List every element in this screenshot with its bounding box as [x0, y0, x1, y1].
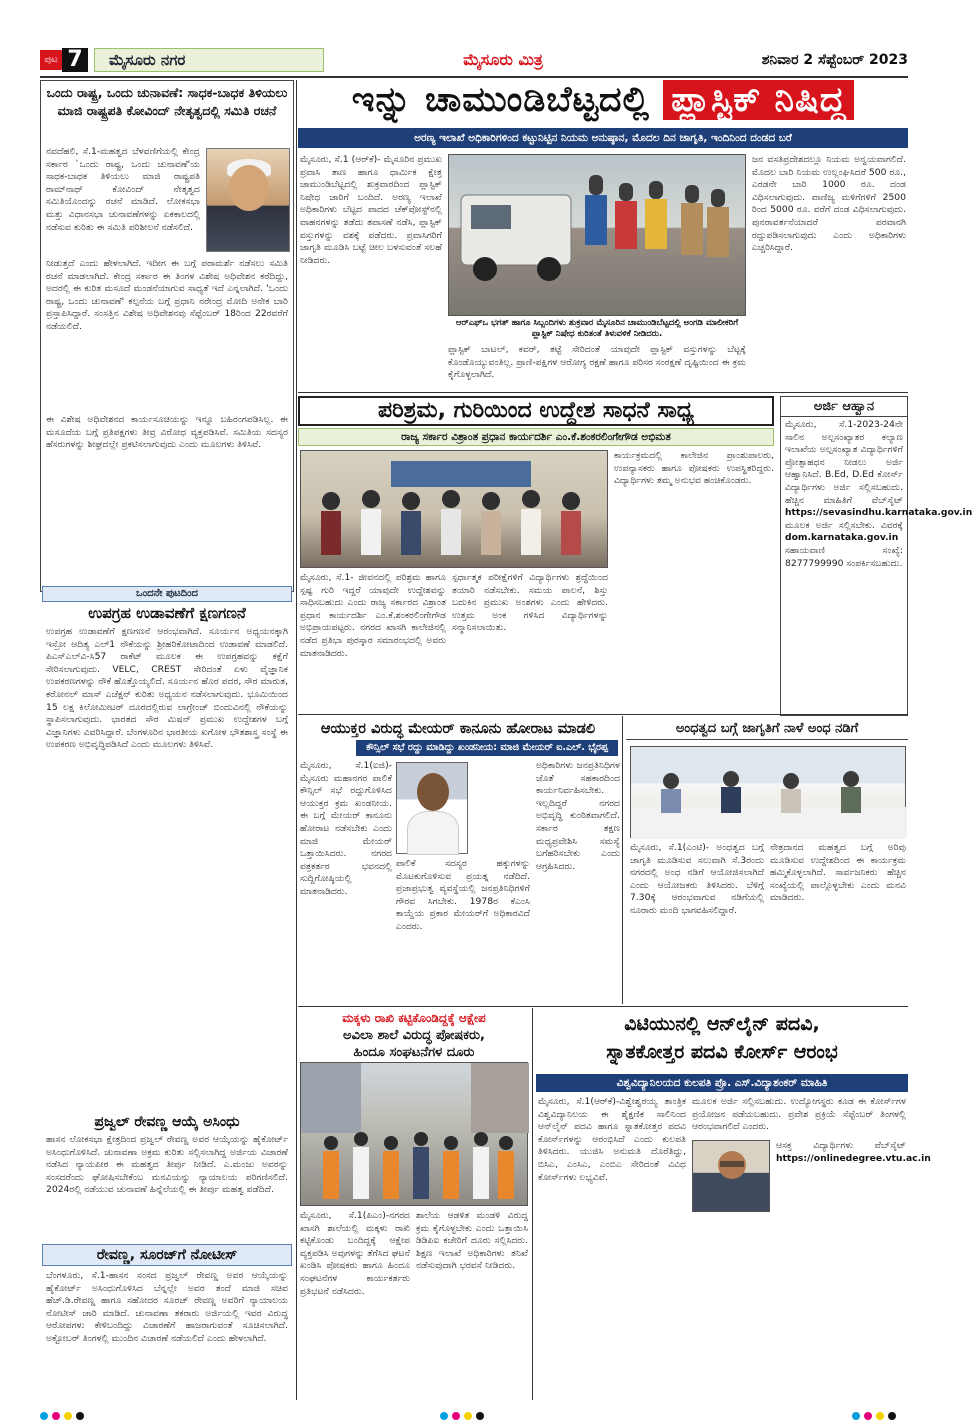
makkalu-body-b: [416, 1210, 528, 1396]
cyan-dot: [440, 1412, 448, 1420]
andhatva-headline: ಅಂಧತ್ವದ ಬಗ್ಗೆ ಜಾಗೃತಿಗೆ ನಾಳೆ ಅಂಧ ನಡಿಗೆ: [626, 718, 908, 740]
page-badge: ಪುಟ: [40, 50, 62, 70]
black-dot: [888, 1412, 896, 1420]
continued-label: ಒಂದನೇ ಪುಟದಿಂದ: [42, 586, 292, 602]
felicitation-photo: [300, 450, 608, 568]
vtu-text-b: ಆಸಕ್ತ ವಿದ್ಯಾರ್ಥಿಗಳು ವೆಬ್‌ಸೈಟ್: [776, 1140, 906, 1151]
portrait-face: [229, 165, 269, 211]
felicitation-scene: [301, 451, 609, 569]
yellow-dot: [464, 1412, 472, 1420]
arji-text-2: ಮೂಲಕ ಅರ್ಜಿ ಸಲ್ಲಿಸಬೇಕು. ವಿವರಕ್ಕೆ: [785, 519, 903, 531]
sevasindhu-link[interactable]: https://sevasindhu.karnataka.gov.in: [785, 507, 972, 519]
main-body-c: [752, 154, 906, 390]
arji-text-1: ಮೈಸೂರು, ಸೆ.1-2023-24ನೇ ಸಾಲಿನ ಅಲ್ಪಸಂಖ್ಯಾತರ ಕಲ್ಯಾಣ ಇಲಾಖೆಯ ಅಲ್ಪಸಂಖ್ಯಾತ ವಿದ್ಯಾರ್ಥಿಗಳಿಗೆ ಪ್ರೋತ್ಸಾಹಧನ ನೀಡಲು ಅರ್ಜಿ ಆಹ್ವಾನಿಸಿದೆ. B.Ed, D.Ed ಕೋರ್ಸ್ ವಿದ್ಯಾರ್ಥಿಗಳು ಅರ್ಜಿ ಸಲ್ಲಿಸಬಹುದು. ಹೆಚ್ಚಿನ ಮಾಹಿತಿಗೆ ವೆಬ್‌ಸೈಟ್: [785, 419, 903, 506]
registration-marks-right: [852, 1405, 900, 1415]
arji-box: [780, 396, 972, 716]
vtu-body-b: [776, 1140, 931, 1396]
main-text-a: ಮೈಸೂರು, ಸೆ.1 (ಆರ್‌ಕೆ)- ಮೈಸೂರಿನ ಪ್ರಮುಖ ಪ್ರವಾಸಿ ತಾಣ ಹಾಗೂ ಧಾರ್ಮಿಕ ಕ್ಷೇತ್ರ ಚಾಮುಂಡಿಬೆಟ್ಟದಲ್ಲಿ ಶುಕ್ರವಾರದಿಂದ ಪ್ಲಾಸ್ಟಿಕ್ ನಿಷೇಧ ಜಾರಿಗೆ ಬಂದಿದೆ. ಅರಣ್ಯ ಇಲಾಖೆ ಅಧಿಕಾರಿಗಳು ಬೆಟ್ಟದ ಪಾದದ ಚೆಕ್‌ಪೋಸ್ಟ್‌ನಲ್ಲಿ ವಾಹನಗಳನ್ನು ತಡೆದು ತಪಾಸಣೆ ನಡೆಸಿ, ಪ್ಲಾಸ್ಟಿಕ್ ವಸ್ತುಗಳನ್ನು ವಶಕ್ಕೆ ಪಡೆದರು. ಪ್ರವಾಸಿಗರಿಗೆ ಜಾಗೃತಿ ಮೂಡಿಸಿ ಬಟ್ಟೆ ಚೀಲ ಬಳಸುವಂತೆ ಸಲಹೆ ನೀಡಿದರು.: [300, 154, 442, 266]
mug-body: [407, 811, 459, 855]
andhatva-body-a: [630, 842, 764, 1002]
main-text-c: ಜನ ವಸತಿಪ್ರದೇಶದಲ್ಲೂ ನಿಯಮ ಅನ್ವಯವಾಗಲಿದೆ. ಮೊದಲ ಬಾರಿ ನಿಯಮ ಉಲ್ಲಂಘಿಸಿದರೆ 500 ರೂ., ಎರಡನೇ ಬಾರಿ 1000 ರೂ. ದಂಡ ವಿಧಿಸಲಾಗುವುದು. ವಾಣಿಜ್ಯ ಮಳಿಗೆಗಳಿಗೆ 2500 ರಿಂದ 5000 ರೂ. ವರೆಗೆ ದಂಡ ವಿಧಿಸಲಾಗುವುದು. ಪುನರಾವರ್ತನೆಯಾದರೆ ಪರವಾನಗಿ ರದ್ದುಪಡಿಸಲಾಗುವುದು ಎಂದು ಅಧಿಕಾರಿಗಳು ಎಚ್ಚರಿಸಿದ್ದಾರೆ.: [752, 154, 906, 254]
left-story-headline: ಒಂದು ರಾಷ್ಟ್ರ, ಒಂದು ಚುನಾವಣೆ: ಸಾಧಕ-ಬಾಧಕ ತಿಳಿಯಲು ಮಾಜಿ ರಾಷ್ಟ್ರಪತಿ ಕೋವಿಂದ್ ನೇತೃತ್ವದಲ್ಲಿ ಸಮಿತಿ ರಚನೆ: [46, 85, 288, 118]
parishrama-body-b: [452, 572, 608, 712]
ayuktara-body-b: [396, 858, 530, 1000]
andhatva-body-b: [770, 842, 906, 1002]
registration-marks-left: [40, 1405, 88, 1415]
revanna-body: [46, 1270, 288, 1394]
left-story-body-b: [46, 258, 288, 412]
lower-rule: [298, 1006, 908, 1007]
masthead: [40, 48, 908, 74]
dom-link[interactable]: dom.karnataka.gov.in: [785, 532, 899, 544]
revanna-headline: ರೇವಣ್ಣ, ಸೂರಜ್‌ಗೆ ನೋಟೀಸ್: [42, 1244, 292, 1266]
plastic-ban-scene: [449, 155, 747, 317]
parishrama-headline: ಪರಿಶ್ರಮ, ಗುರಿಯಿಂದ ಉದ್ದೇಶ ಸಾಧನೆ ಸಾಧ್ಯ: [298, 396, 774, 426]
prajwal-text: ಹಾಸನ ಲೋಕಸಭಾ ಕ್ಷೇತ್ರದಿಂದ ಪ್ರಜ್ವಲ್ ರೇವಣ್ಣ ಅವರ ಆಯ್ಕೆಯನ್ನು ಹೈಕೋರ್ಟ್ ಅಸಿಂಧುಗೊಳಿಸಿದೆ. ಚುನಾವಣಾ ಅಕ್ರಮ ಕುರಿತು ಸಲ್ಲಿಸಲಾಗಿದ್ದ ಅರ್ಜಿಯ ವಿಚಾರಣೆ ನಡೆಸಿದ ನ್ಯಾಯಪೀಠ ಈ ಮಹತ್ವದ ತೀರ್ಪು ನೀಡಿದೆ. ಎ.ಮಂಜು ಅವರನ್ನು ಸಂಸದರೆಂದು ಘೋಷಿಸಬೇಕೆಂಬ ಮನವಿಯನ್ನು ನ್ಯಾಯಾಲಯ ಪರಿಗಣಿಸಲಿದೆ. 2024ರಲ್ಲಿ ನಡೆಯುವ ಚುನಾವಣೆ ಹಿನ್ನೆಲೆಯಲ್ಲಿ ಈ ತೀರ್ಪು ಮಹತ್ವ ಪಡೆದಿದೆ.: [46, 1134, 288, 1196]
main-headline-accent: ಪ್ಲಾಸ್ಟಿಕ್ ನಿಷಿದ್ಧ: [663, 80, 854, 120]
makkalu-text-b: ಶಾಲೆಯ ಆಡಳಿತ ಮಂಡಳಿ ವಿರುದ್ಧ ಕ್ರಮ ಕೈಗೊಳ್ಳಬೇಕು ಎಂದು ಒತ್ತಾಯಿಸಿ ಡಿಡಿಪಿಐ ಕಚೇರಿಗೆ ದೂರು ಸಲ್ಲಿಸಿದರು. ಶಿಕ್ಷಣ ಇಲಾಖೆ ಅಧಿಕಾರಿಗಳು ತನಿಖೆ ನಡೆಸುವುದಾಗಿ ಭರವಸೆ ನೀಡಿದರು.: [416, 1210, 528, 1272]
magenta-dot: [52, 1412, 60, 1420]
vtu-body-a: [538, 1096, 686, 1396]
yellow-dot: [876, 1412, 884, 1420]
makkalu-headline-l2: ಅವಿಲಾ ಶಾಲೆ ವಿರುದ್ಧ ಪೋಷಕರು,: [343, 1028, 485, 1043]
andhatva-text-a: ಮೈಸೂರು, ಸೆ.1(ಎಂಟಿ)- ಅಂಧತ್ವದ ಬಗ್ಗೆ ಜಾಗೃತಿ ಮೂಡಿಸುವ ಸಲುವಾಗಿ ಸೆ.3ರಂದು ನಗರದಲ್ಲಿ ಅಂಧ ನಡಿಗೆ ಆಯೋಜಿಸಲಾಗಿದೆ ಎಂದು ಆಯೋಜಕರು ತಿಳಿಸಿದರು. ಬೆಳಿಗ್ಗೆ 7.30ಕ್ಕೆ ಆರಂಭವಾಗುವ ನಡಿಗೆಯಲ್ಲಿ ನೂರಾರು ಮಂದಿ ಭಾಗವಹಿಸಲಿದ್ದಾರೆ.: [630, 842, 764, 916]
ayuktara-text-c: ಅಧಿಕಾರಿಗಳು ಜನಪ್ರತಿನಿಧಿಗಳ ಜೊತೆ ಸಹಕಾರದಿಂದ ಕಾರ್ಯನಿರ್ವಹಿಸಬೇಕು. ಇಲ್ಲದಿದ್ದರೆ ನಗರದ ಅಭಿವೃದ್ಧಿ ಕುಂಠಿತವಾಗಲಿದೆ. ಸರ್ಕಾರ ತಕ್ಷಣ ಮಧ್ಯಪ್ರವೇಶಿಸಿ ಸಮಸ್ಯೆ ಬಗೆಹರಿಸಬೇಕು ಎಂದು ಆಗ್ರಹಿಸಿದರು.: [536, 760, 620, 872]
left-story-body-c: [46, 414, 288, 582]
parishrama-text-a: ಮೈಸೂರು, ಸೆ.1- ಜೀವನದಲ್ಲಿ ಪರಿಶ್ರಮ ಹಾಗೂ ಸ್ಪಷ್ಟ ಗುರಿ ಇದ್ದರೆ ಯಾವುದೇ ಉದ್ದೇಶವನ್ನು ಸಾಧಿಸಬಹುದು ಎಂದು ರಾಜ್ಯ ಸರ್ಕಾರದ ವಿಶ್ರಾಂತ ಪ್ರಧಾನ ಕಾರ್ಯದರ್ಶಿ ಎಂ.ಕೆ.ಶಂಕರಲಿಂಗೇಗೌಡ ಅಭಿಪ್ರಾಯಪಟ್ಟರು. ನಗರದ ಖಾಸಗಿ ಕಾಲೇಜಿನಲ್ಲಿ ನಡೆದ ಪ್ರತಿಭಾ ಪುರಸ್ಕಾರ ಸಮಾರಂಭದಲ್ಲಿ ಅವರು ಮಾತನಾಡಿದರು.: [300, 572, 446, 659]
left-story-text-b: ನೀಡುತ್ತದೆ ಎಂದು ಹೇಳಲಾಗಿದೆ. ಇದೀಗ ಈ ಬಗ್ಗೆ ಪರಾಮರ್ಶೆ ನಡೆಸಲು ಸಮಿತಿ ರಚನೆ ಮಾಡಲಾಗಿದೆ. ಕೇಂದ್ರ ಸರ್ಕಾರ ಈ ತಿಂಗಳ ವಿಶೇಷ ಅಧಿವೇಶನ ಕರೆದಿದ್ದು, ಅದರಲ್ಲಿ ಈ ಕುರಿತ ಮಸೂದೆ ಮಂಡನೆಯಾಗುವ ಸಾಧ್ಯತೆ ಇದೆ ಎನ್ನಲಾಗಿದೆ. 'ಒಂದು ರಾಷ್ಟ್ರ, ಒಂದು ಚುನಾವಣೆ' ಕಲ್ಪನೆಯ ಬಗ್ಗೆ ಪ್ರಧಾನಿ ನರೇಂದ್ರ ಮೋದಿ ಅನೇಕ ಬಾರಿ ಪ್ರಸ್ತಾಪಿಸಿದ್ದಾರೆ. ಸಂಸತ್ತಿನ ವಿಶೇಷ ಅಧಿವೇಶನವು ಸೆಪ್ಟೆಂಬರ್ 18ರಿಂದ 22ರವರೆಗೆ ನಡೆಯಲಿದೆ.: [46, 258, 288, 332]
main-subheadline: ಅರಣ್ಯ ಇಲಾಖೆ ಅಧಿಕಾರಿಗಳಿಂದ ಕಟ್ಟುನಿಟ್ಟಿನ ನಿಯಮ ಅನುಷ್ಠಾನ, ಮೊದಲ ದಿನ ಜಾಗೃತಿ, ಇಂದಿನಿಂದ ದಂಡದ ಬರೆ: [298, 128, 908, 148]
arji-body: [785, 419, 972, 711]
upagraha-text: ಉಪಗ್ರಹ ಉಡಾವಣೆಗೆ ಕ್ಷಣಗಣನೆ ಆರಂಭವಾಗಿದೆ. ಸೂರ್ಯನ ಅಧ್ಯಯನಕ್ಕಾಗಿ ಇಸ್ರೋ ಆದಿತ್ಯ ಎಲ್1 ನೌಕೆಯನ್ನು ಶ್ರೀಹರಿಕೋಟಾದಿಂದ ಉಡಾವಣೆ ಮಾಡಲಿದೆ. ಪಿಎಸ್‌ಎಲ್‌ವಿ-ಸಿ57 ರಾಕೆಟ್ ಮೂಲಕ ಈ ಉಪಗ್ರಹವನ್ನು ಕಕ್ಷೆಗೆ ಸೇರಿಸಲಾಗುವುದು. VELC, CREST ಸೇರಿದಂತೆ ಏಳು ವೈಜ್ಞಾನಿಕ ಉಪಕರಣಗಳನ್ನು ನೌಕೆ ಹೊತ್ತೊಯ್ಯಲಿದೆ. ಸೂರ್ಯನ ಹೊರ ಪದರ, ಸೌರ ಮಾರುತ, ಕರೋನಲ್ ಮಾಸ್ ಎಜೆಕ್ಷನ್ ಕುರಿತು ಅಧ್ಯಯನ ನಡೆಸಲಾಗುವುದು. ಭೂಮಿಯಿಂದ 15 ಲಕ್ಷ ಕಿಲೋಮೀಟರ್ ದೂರದಲ್ಲಿರುವ ಲಾಗ್ರೇಂಜ್ ಬಿಂದುವಿನಲ್ಲಿ ನೌಕೆಯನ್ನು ಸ್ಥಾಪಿಸಲಾಗುವುದು. ಭಾರತದ ಸೌರ ಮಿಷನ್ ಪ್ರಮುಖ ಉದ್ದೇಶಗಳ ಬಗ್ಗೆ ವಿಜ್ಞಾನಿಗಳು ವಿವರಿಸಿದ್ದಾರೆ. ಬೆಂಗಳೂರಿನ ಭಾರತೀಯ ಖಗೋಳ ಭೌತಶಾಸ್ತ್ರ ಸಂಸ್ಥೆ ಈ ಉಪಕರಣ ಅಭಿವೃದ್ಧಿಪಡಿಸಿದೆ ಎಂದು ಮೂಲಗಳು ತಿಳಿಸಿವೆ.: [46, 626, 288, 751]
parishrama-subheadline: ರಾಜ್ಯ ಸರ್ಕಾರ ವಿಶ್ರಾಂತ ಪ್ರಧಾನ ಕಾರ್ಯದರ್ಶಿ ಎಂ.ಕೆ.ಶಂಕರಲಿಂಗೇಗೌಡ ಅಭಿಮತ: [298, 428, 774, 446]
main-bottom-rule: [298, 392, 908, 393]
vtu-text-a: ಮೈಸೂರು, ಸೆ.1(ಆರ್‌ಕೆ)-ವಿಶ್ವೇಶ್ವರಯ್ಯ ತಾಂತ್ರಿಕ ವಿಶ್ವವಿದ್ಯಾನಿಲಯ ಈ ಶೈಕ್ಷಣಿಕ ಸಾಲಿನಿಂದ ಆನ್‌ಲೈನ್ ಪದವಿ ಹಾಗೂ ಸ್ನಾತಕೋತ್ತರ ಪದವಿ ಕೋರ್ಸ್‌ಗಳನ್ನು ಆರಂಭಿಸಿದೆ ಎಂದು ಕುಲಪತಿ ತಿಳಿಸಿದರು. ಯುಜಿಸಿ ಅನುಮತಿ ದೊರೆತಿದ್ದು, ಬಿಸಿಎ, ಎಂಸಿಎ, ಎಂಬಿಎ ಸೇರಿದಂತೆ ವಿವಿಧ ಕೋರ್ಸ್‌ಗಳು ಲಭ್ಯವಿವೆ.: [538, 1096, 686, 1183]
magenta-dot: [864, 1412, 872, 1420]
andhatva-photo: [630, 746, 906, 838]
makkalu-headline: [298, 1010, 530, 1061]
vidyashankar-photo: [692, 1140, 770, 1212]
parishrama-body-c: [614, 450, 774, 712]
upagraha-headline: ಉಪಗ್ರಹ ಉಡಾವಣೆಗೆ ಕ್ಷಣಗಣನೆ: [88, 604, 246, 622]
vtu-divider: [532, 1008, 533, 1400]
andhatva-scene: [631, 747, 907, 839]
main-headline-text: ಇನ್ನು ಚಾಮುಂಡಿಬೆಟ್ಟದಲ್ಲಿ: [351, 80, 650, 120]
upagraha-body: [46, 626, 288, 1110]
section-name: ಮೈಸೂರು ನಗರ: [94, 48, 324, 72]
yellow-dot: [64, 1412, 72, 1420]
makkalu-headline-l3: ಹಿಂದೂ ಸಂಘಟನೆಗಳ ದೂರು: [353, 1045, 475, 1060]
page-number: 7: [62, 48, 88, 72]
protest-scene: [301, 1063, 529, 1207]
ayuktara-headline: ಆಯುಕ್ತರ ವಿರುದ್ಧ ಮೇಯರ್ ಕಾನೂನು ಹೋರಾಟ ಮಾಡಲಿ: [320, 721, 596, 737]
makkalu-headline-l1: ಮಕ್ಕಳು ರಾಖಿ ಕಟ್ಟಿಕೊಂಡಿದ್ದಕ್ಕೆ ಆಕ್ಷೇಪ: [342, 1011, 486, 1025]
main-text-b: ಪ್ಲಾಸ್ಟಿಕ್ ಬಾಟಲ್, ಕವರ್, ತಟ್ಟೆ ಸೇರಿದಂತೆ ಯಾವುದೇ ಪ್ಲಾಸ್ಟಿಕ್ ವಸ್ತುಗಳನ್ನು ಬೆಟ್ಟಕ್ಕೆ ಕೊಂಡೊಯ್ಯುವಂತಿಲ್ಲ. ಪ್ರಾಣಿ-ಪಕ್ಷಿಗಳ ಆರೋಗ್ಯ ರಕ್ಷಣೆ ಹಾಗೂ ಪರಿಸರ ಸಂರಕ್ಷಣೆ ದೃಷ್ಟಿಯಿಂದ ಈ ಕ್ರಮ ಕೈಗೊಳ್ಳಲಾಗಿದೆ.: [448, 344, 746, 381]
vtu-subheadline: ವಿಶ್ವವಿದ್ಯಾನಿಲಯದ ಕುಲಪತಿ ಪ್ರೊ. ಎಸ್.ವಿದ್ಯಾಶಂಕರ್ ಮಾಹಿತಿ: [536, 1074, 908, 1092]
ayuktara-text-b: ಪಾಲಿಕೆ ಸದಸ್ಯರ ಹಕ್ಕುಗಳನ್ನು ಮೊಟಕುಗೊಳಿಸುವ ಪ್ರಯತ್ನ ನಡೆದಿದೆ. ಪ್ರಜಾಪ್ರಭುತ್ವ ವ್ಯವಸ್ಥೆಯಲ್ಲಿ ಜನಪ್ರತಿನಿಧಿಗಳಿಗೆ ಗೌರವ ಸಿಗಬೇಕು. 1978ರ ಕೆಎಂಸಿ ಕಾಯ್ದೆಯ ಪ್ರಕಾರ ಮೇಯರ್‌ಗೆ ಅಧಿಕಾರವಿದೆ ಎಂದರು.: [396, 858, 530, 932]
mid-rule: [298, 714, 908, 715]
black-dot: [76, 1412, 84, 1420]
arji-text-3: ಸಹಾಯವಾಣಿ ಸಂಖ್ಯೆ: 8277799990 ಸಂಪರ್ಕಿಸಬಹುದು.: [785, 544, 903, 569]
paper-date: ಶನಿವಾರ 2 ಸೆಪ್ಟೆಂಬರ್ 2023: [761, 52, 908, 68]
makkalu-body-a: [300, 1210, 410, 1396]
left-story-body-a: [46, 146, 200, 256]
parishrama-body-a: [300, 572, 446, 712]
ayuktara-body-a: [300, 760, 392, 1000]
andhatva-text-b: ನೇತ್ರದಾನದ ಮಹತ್ವದ ಬಗ್ಗೆ ಅರಿವು ಮೂಡಿಸುವ ಉದ್ದೇಶದಿಂದ ಈ ಕಾರ್ಯಕ್ರಮ ಹಮ್ಮಿಕೊಳ್ಳಲಾಗಿದೆ. ಸಾರ್ವಜನಿಕರು ಹೆಚ್ಚಿನ ಸಂಖ್ಯೆಯಲ್ಲಿ ಪಾಲ್ಗೊಳ್ಳಬೇಕು ಎಂದು ಮನವಿ ಮಾಡಿದರು.: [770, 842, 906, 904]
revanna-text: ಬೆಂಗಳೂರು, ಸೆ.1-ಹಾಸನ ಸಂಸದ ಪ್ರಜ್ವಲ್ ರೇವಣ್ಣ ಅವರ ಆಯ್ಕೆಯನ್ನು ಹೈಕೋರ್ಟ್ ಅಸಿಂಧುಗೊಳಿಸಿದ ಬೆನ್ನಲ್ಲೇ ಅವರ ತಂದೆ ಮಾಜಿ ಸಚಿವ ಹೆಚ್.ಡಿ.ರೇವಣ್ಣ ಹಾಗೂ ಸಹೋದರ ಸೂರಜ್ ರೇವಣ್ಣ ಅವರಿಗೆ ನ್ಯಾಯಾಲಯ ನೋಟೀಸ್ ಜಾರಿ ಮಾಡಿದೆ. ಚುನಾವಣಾ ತಕರಾರು ಅರ್ಜಿಯಲ್ಲಿ ಇವರ ವಿರುದ್ಧ ಆರೋಪಗಳು ಕೇಳಿಬಂದಿದ್ದು ವಿಚಾರಣೆಗೆ ಹಾಜರಾಗುವಂತೆ ಸೂಚಿಸಲಾಗಿದೆ. ಅಕ್ಟೋಬರ್ ತಿಂಗಳಲ್ಲಿ ಮುಂದಿನ ವಿಚಾರಣೆ ನಡೆಯಲಿದೆ ಎಂದು ಹೇಳಲಾಗಿದೆ.: [46, 1270, 288, 1344]
ayuktara-text-a: ಮೈಸೂರು, ಸೆ.1(ಐಜಿ)-ಮೈಸೂರು ಮಹಾನಗರ ಪಾಲಿಕೆ ಕೌನ್ಸಿಲ್ ಸಭೆ ರದ್ದುಗೊಳಿಸಿದ ಆಯುಕ್ತರ ಕ್ರಮ ಖಂಡನೀಯ. ಈ ಬಗ್ಗೆ ಮೇಯರ್ ಕಾನೂನು ಹೋರಾಟ ನಡೆಸಬೇಕು ಎಂದು ಮಾಜಿ ಮೇಯರ್ ಒತ್ತಾಯಿಸಿದರು. ನಗರದ ಪತ್ರಕರ್ತರ ಭವನದಲ್ಲಿ ಸುದ್ದಿಗೋಷ್ಠಿಯಲ್ಲಿ ಮಾತನಾಡಿದರು.: [300, 760, 392, 897]
parishrama-text-c: ಕಾರ್ಯಕ್ರಮದಲ್ಲಿ ಕಾಲೇಜಿನ ಪ್ರಾಂಶುಪಾಲರು, ಉಪನ್ಯಾಸಕರು ಹಾಗೂ ಪೋಷಕರು ಉಪಸ್ಥಿತರಿದ್ದರು. ವಿದ್ಯಾರ್ಥಿಗಳು ತಮ್ಮ ಅನುಭವ ಹಂಚಿಕೊಂಡರು.: [614, 450, 774, 487]
left-story-text-a: ನವದೆಹಲಿ, ಸೆ.1-ಮಹತ್ವದ ಬೆಳವಣಿಗೆಯಲ್ಲಿ ಕೇಂದ್ರ ಸರ್ಕಾರ `ಒಂದು ರಾಷ್ಟ್ರ, ಒಂದು ಚುನಾವಣೆ'ಯ ಸಾಧಕ-ಬಾಧಕ ತಿಳಿಯಲು ಮಾಜಿ ರಾಷ್ಟ್ರಪತಿ ರಾಮ್‌ನಾಥ್ ಕೋವಿಂದ್ ನೇತೃತ್ವದ ಸಮಿತಿಯೊಂದನ್ನು ರಚನೆ ಮಾಡಿದೆ. ಲೋಕಸಭಾ ಮತ್ತು ವಿಧಾನಸಭಾ ಚುನಾವಣೆಗಳನ್ನು ಏಕಕಾಲದಲ್ಲಿ ನಡೆಸುವ ಕುರಿತು ಈ ಸಮಿತಿ ಪರಿಶೀಲನೆ ನಡೆಸಲಿದೆ.: [46, 146, 200, 233]
column-divider: [296, 80, 297, 1400]
vtu-link[interactable]: https://onlinedegree.vtu.ac.in: [776, 1152, 931, 1164]
prajwal-headline: ಪ್ರಜ್ವಲ್ ರೇವಣ್ಣ ಆಯ್ಕೆ ಅಸಿಂಧು: [94, 1114, 240, 1130]
main-body-a: [300, 154, 442, 390]
main-body-b: [448, 344, 746, 392]
vtu-headline-l1: ವಿಟಿಯುನಲ್ಲಿ ಆನ್‌ಲೈನ್ ಪದವಿ,: [624, 1013, 820, 1035]
black-dot: [476, 1412, 484, 1420]
left-story-text-c: ಈ ವಿಶೇಷ ಅಧಿವೇಶನದ ಕಾರ್ಯಸೂಚಿಯನ್ನು ಇನ್ನೂ ಬಹಿರಂಗಪಡಿಸಿಲ್ಲ. ಈ ಮಸೂದೆಯ ಬಗ್ಗೆ ಪ್ರತಿಪಕ್ಷಗಳು ತೀವ್ರ ವಿರೋಧ ವ್ಯಕ್ತಪಡಿಸಿವೆ. ಸಮಿತಿಯ ಸದಸ್ಯರ ಹೆಸರುಗಳನ್ನು ಶೀಘ್ರದಲ್ಲೇ ಪ್ರಕಟಿಸಲಾಗುವುದು ಎಂದು ಮೂಲಗಳು ತಿಳಿಸಿವೆ.: [46, 414, 288, 451]
ayuktara-subheadline: ಕೌನ್ಸಿಲ್ ಸಭೆ ರದ್ದು ಮಾಡಿದ್ದು ಖಂಡನೀಯ: ಮಾಜಿ ಮೇಯರ್ ಐ.ಎಲ್. ಭೈರಪ್ಪ: [356, 740, 618, 756]
arji-title: ಅರ್ಜಿ ಆಹ್ವಾನ: [781, 397, 907, 417]
prajwal-body: [46, 1134, 288, 1240]
vtu-headline-l2: ಸ್ನಾತಕೋತ್ತರ ಪದವಿ ಕೋರ್ಸ್ ಆರಂಭ: [606, 1041, 838, 1063]
paper-name: ಮೈಸೂರು ಮಿತ್ರ: [463, 50, 543, 69]
protest-photo: [300, 1062, 528, 1206]
plastic-ban-photo: [448, 154, 746, 316]
registration-marks-center: [440, 1405, 488, 1415]
mug-face: [417, 773, 449, 811]
vtu-headline: [536, 1010, 908, 1072]
main-photo-caption: ಆರ್‌ಎಫ್‌ಒ ಭಗತ್ ಹಾಗೂ ಸಿಬ್ಬಂದಿಗಳು ಶುಕ್ರವಾರ ಮೈಸೂರಿನ ಚಾಮುಂಡಿಬೆಟ್ಟದಲ್ಲಿ ಅಂಗಡಿ ಮಾಲೀಕರಿಗೆ ಪ್ಲಾಸ್ಟಿಕ್ ನಿಷೇಧ ಕುರಿತಂತೆ ತಿಳುವಳಿಕೆ ನೀಡಿದರು.: [455, 318, 739, 339]
main-headline: [298, 76, 908, 124]
ayuktara-divider: [622, 716, 623, 1004]
ayuktara-body-c: [536, 760, 620, 1000]
vtu-body-top: [692, 1096, 906, 1136]
vtu-text-c: ಮೂಲಕ ಅರ್ಜಿ ಸಲ್ಲಿಸಬಹುದು. ಉದ್ಯೋಗಸ್ಥರು ಕೂಡ ಈ ಕೋರ್ಸ್‌ಗಳ ಪ್ರಯೋಜನ ಪಡೆಯಬಹುದು. ಪ್ರವೇಶ ಪ್ರಕ್ರಿಯೆ ಸೆಪ್ಟೆಂಬರ್ ತಿಂಗಳಲ್ಲಿ ಆರಂಭವಾಗಲಿದೆ ಎಂದರು.: [692, 1096, 906, 1133]
cyan-dot: [40, 1412, 48, 1420]
makkalu-text-a: ಮೈಸೂರು, ಸೆ.1(ಪಿಎಂ)-ನಗರದ ಖಾಸಗಿ ಶಾಲೆಯಲ್ಲಿ ಮಕ್ಕಳು ರಾಖಿ ಕಟ್ಟಿಕೊಂಡು ಬಂದಿದ್ದಕ್ಕೆ ಆಕ್ಷೇಪ ವ್ಯಕ್ತಪಡಿಸಿ ಅವುಗಳನ್ನು ತೆಗೆಸಿದ ಘಟನೆ ಖಂಡಿಸಿ ಪೋಷಕರು ಹಾಗೂ ಹಿಂದೂ ಸಂಘಟನೆಗಳ ಕಾರ್ಯಕರ್ತರು ಪ್ರತಿಭಟನೆ ನಡೆಸಿದರು.: [300, 1210, 410, 1297]
magenta-dot: [452, 1412, 460, 1420]
bhairappa-photo: [396, 762, 468, 854]
vidyashankar-portrait: [693, 1141, 771, 1213]
parishrama-text-b: ಸ್ಪರ್ಧಾತ್ಮಕ ಪರೀಕ್ಷೆಗಳಿಗೆ ವಿದ್ಯಾರ್ಥಿಗಳು ಶ್ರದ್ಧೆಯಿಂದ ತಯಾರಿ ನಡೆಸಬೇಕು. ಸಮಯ ಪಾಲನೆ, ಶಿಸ್ತು ಬದುಕಿನ ಪ್ರಮುಖ ಅಂಶಗಳು ಎಂದು ಹೇಳಿದರು. ಉತ್ತಮ ಅಂಕ ಗಳಿಸಿದ ವಿದ್ಯಾರ್ಥಿಗಳನ್ನು ಸನ್ಮಾನಿಸಲಾಯಿತು.: [452, 572, 608, 634]
kovind-photo: [206, 148, 290, 252]
cyan-dot: [852, 1412, 860, 1420]
